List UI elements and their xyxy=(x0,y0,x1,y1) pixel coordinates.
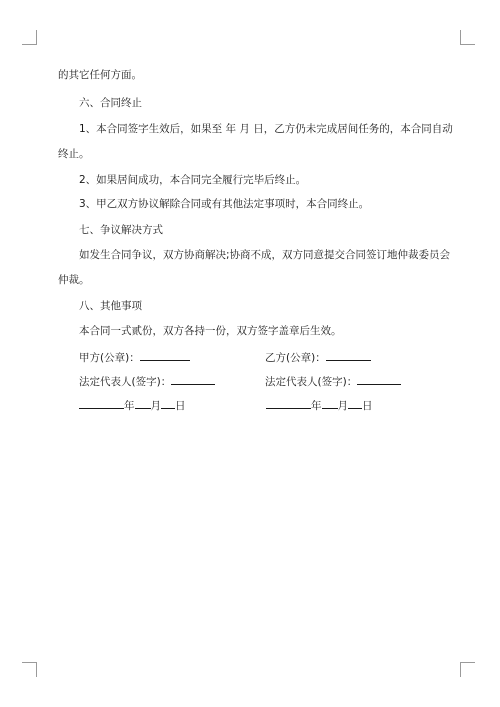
section-6-heading: 六、合同终止 xyxy=(79,97,142,109)
section-7-line-1: 如发生合同争议，双方协商解决;协商不成，双方同意提交合同签订地仲裁委员会 xyxy=(79,249,451,261)
section-8-heading: 八、其他事项 xyxy=(79,300,142,312)
date-a-day-label: 日 xyxy=(175,400,186,412)
crop-mark-top-right xyxy=(460,30,475,45)
crop-mark-bottom-right xyxy=(460,662,475,677)
party-b-label: 乙方(公章)： xyxy=(265,352,326,364)
crop-mark-top-left xyxy=(22,30,37,45)
date-b-month-label: 月 xyxy=(337,400,348,412)
crop-mark-bottom-left xyxy=(22,662,37,677)
date-b-year-label: 年 xyxy=(311,400,322,412)
party-b-signature xyxy=(265,350,371,365)
section-7-heading: 七、争议解决方式 xyxy=(79,224,163,236)
rep-b-signature xyxy=(265,374,401,389)
date-b-year-blank xyxy=(266,398,311,409)
rep-b-label: 法定代表人(签字)： xyxy=(265,376,358,388)
party-a-signature xyxy=(79,350,190,365)
date-b-month-blank xyxy=(322,398,338,409)
date-a-month-label: 月 xyxy=(150,400,161,412)
rep-b-blank xyxy=(357,374,401,385)
section-8-body: 本合同一式贰份，双方各持一份，双方签字盖章后生效。 xyxy=(79,325,342,337)
section-7-line-2: 仲裁。 xyxy=(58,274,90,286)
date-b-day-blank xyxy=(348,398,362,409)
date-b xyxy=(266,398,373,413)
date-a xyxy=(79,398,186,413)
party-a-label: 甲方(公章)： xyxy=(79,352,140,364)
section-6-item-1-line-1: 1、本合同签字生效后，如果至 年 月 日，乙方仍未完成居间任务的，本合同自动 xyxy=(79,123,453,135)
section-6-item-2: 2、如果居间成功，本合同完全履行完毕后终止。 xyxy=(79,174,307,186)
date-a-year-blank xyxy=(79,398,124,409)
section-6-item-1-line-2: 终止。 xyxy=(58,148,90,160)
date-a-year-label: 年 xyxy=(124,400,135,412)
rep-a-label: 法定代表人(签字)： xyxy=(79,376,172,388)
date-a-day-blank xyxy=(161,398,175,409)
party-b-blank xyxy=(326,350,371,361)
party-a-blank xyxy=(140,350,190,361)
rep-a-blank xyxy=(171,374,215,385)
rep-a-signature xyxy=(79,374,215,389)
date-a-month-blank xyxy=(135,398,151,409)
continuation-text: 的其它任何方面。 xyxy=(58,69,142,81)
date-b-day-label: 日 xyxy=(362,400,373,412)
section-6-item-3: 3、甲乙双方协议解除合同或有其他法定事项时，本合同终止。 xyxy=(79,198,370,210)
